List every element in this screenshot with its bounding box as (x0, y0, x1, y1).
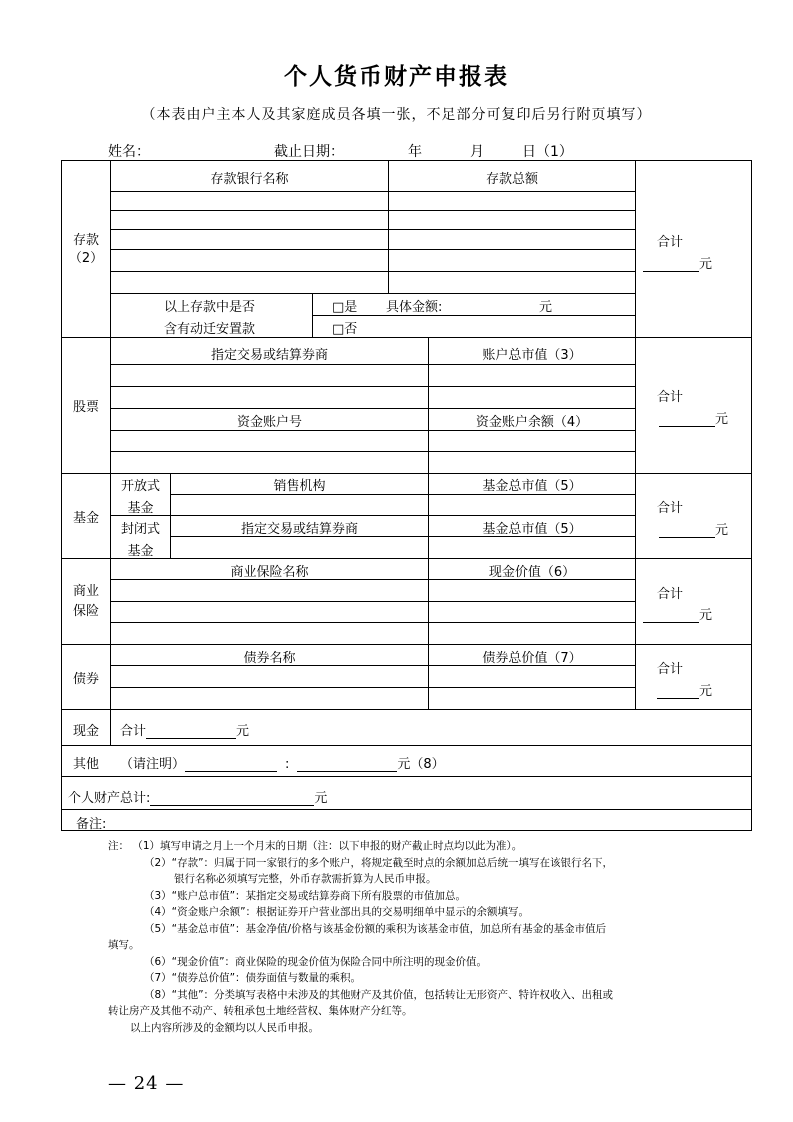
relocation-amount-label: 具体金额: (386, 300, 443, 315)
insurance-value-header: 现金价值（6） (488, 565, 576, 580)
deposit-label (62, 232, 110, 268)
remark-label: 备注: (76, 817, 107, 832)
fund-open-label-2: 基金 (127, 501, 154, 516)
day-label: 日（1） (522, 144, 573, 160)
fund-total-unit: 元 (715, 523, 729, 538)
deposit-amount-header: 存款总额 (485, 172, 538, 187)
year-label: 年 (408, 144, 422, 160)
footnote-1: 注： （1）填写申请之月上一个月末的日期（注：以下申报的财产截止时点均以此为准）。 (108, 840, 523, 852)
footnote-6: （6）“现金价值”：商业保险的现金价值为保险合同中所注明的现金价值。 (144, 955, 488, 968)
bond-label: 债券 (72, 672, 99, 687)
bond-total-field[interactable] (657, 680, 712, 699)
cash-total-label: 合计 (120, 724, 147, 739)
cash-label: 现金 (72, 724, 99, 739)
grand-total-label: 个人财产总计: (68, 791, 151, 806)
relocation-yes-checkbox[interactable]: □是 (332, 300, 358, 315)
stock-total-unit: 元 (715, 412, 729, 427)
insurance-total-field[interactable] (643, 604, 712, 623)
relocation-no-checkbox[interactable]: □否 (332, 322, 358, 337)
insurance-label-2: 保险 (72, 604, 99, 619)
page-subtitle: （本表由户主本人及其家庭成员各填一张，不足部分可复印后另行附页填写） (141, 107, 652, 123)
month-label: 月 (470, 144, 484, 160)
deposit-total-field[interactable] (643, 253, 712, 272)
stock-total-label: 合计 (657, 390, 684, 405)
footnote-3: （3）“账户总市值”：某指定交易或结算券商下所有股票的市值加总。 (144, 889, 467, 902)
grand-total-unit: 元 (314, 791, 328, 806)
relocation-question-1: 以上存款中是否 (164, 300, 256, 315)
relocation-question-2: 含有动迁安置款 (164, 322, 256, 337)
cash-total-unit: 元 (236, 724, 250, 739)
footnote-currency: 以上内容所涉及的金额均以人民币申报。 (130, 1021, 319, 1034)
fund-seller-header: 销售机构 (273, 479, 326, 494)
stock-label: 股票 (72, 400, 99, 415)
relocation-amount-unit: 元 (539, 300, 553, 315)
deposit-total-unit: 元 (699, 257, 713, 272)
other-field[interactable] (120, 753, 445, 772)
page-title: 个人货币财产申报表 (284, 64, 509, 90)
deposit-note: （2） (68, 251, 104, 266)
footnote-2: （2）“存款”：归属于同一家银行的多个账户，将规定截至时点的余额加总后统一填写在该银行名下， (144, 856, 614, 869)
bond-total-unit: 元 (699, 684, 713, 699)
footnote-5-cont: 填写。 (108, 939, 140, 951)
deposit-total-label: 合计 (657, 235, 684, 250)
name-label: 姓名： (108, 144, 150, 160)
fund-closed-value-header: 基金总市值（5） (482, 522, 582, 537)
insurance-name-header: 商业保险名称 (230, 565, 309, 580)
fund-broker-header: 指定交易或结算券商 (240, 522, 358, 537)
insurance-label-1: 商业 (72, 584, 99, 599)
fund-closed-label-1: 封闭式 (120, 522, 160, 537)
footnote-5: （5）“基金总市值”：基金净值/价格与该基金份额的乘积为该基金市值，加总所有基金的基金市值后 (144, 922, 607, 935)
grand-total-field[interactable] (68, 787, 327, 806)
stock-balance-header: 资金账户余额（4） (475, 415, 589, 430)
fund-total-label: 合计 (657, 501, 684, 516)
stock-total-field[interactable] (659, 408, 728, 427)
footnote-7: （7）“债券总价值”：债券面值与数量的乘积。 (144, 972, 362, 984)
other-colon: : (285, 757, 290, 772)
footnote-8-cont: 转让房产及其他不动产、转租承包土地经营权、集体财产分红等。 (108, 1005, 413, 1017)
bond-total-label: 合计 (657, 662, 684, 677)
other-unit-ref: 元（8） (397, 757, 445, 772)
footnotes (108, 838, 708, 1036)
stock-broker-header: 指定交易或结算券商 (210, 348, 328, 363)
footnote-8: （8）“其他”：分类填写表格中未涉及的其他财产及其价值，包括转让无形资产、特许权收入、出租或 (144, 988, 614, 1001)
fund-closed-label-2: 基金 (127, 544, 154, 559)
fund-open-value-header: 基金总市值（5） (482, 479, 582, 494)
deposit-label-text: 存款 (72, 233, 99, 248)
bond-name-header: 债券名称 (243, 651, 296, 666)
stock-account-header: 资金账户号 (236, 415, 302, 430)
insurance-total-unit: 元 (699, 608, 713, 623)
date-label: 截止日期： (274, 144, 344, 160)
bond-value-header: 债券总价值（7） (482, 651, 582, 666)
insurance-label (62, 582, 110, 622)
insurance-total-label: 合计 (657, 587, 684, 602)
footnote-2-cont: 银行名称必须填写完整，外币存款需折算为人民币申报。 (174, 873, 437, 885)
page-number: — 24 — (108, 1073, 185, 1094)
fund-label: 基金 (72, 511, 99, 526)
deposit-bank-header: 存款银行名称 (210, 172, 289, 187)
cash-total-field[interactable] (120, 720, 249, 739)
fund-total-field[interactable] (659, 519, 728, 538)
footnote-4: （4）“资金账户余额”：根据证券开户营业部出具的交易明细单中显示的余额填写。 (144, 906, 530, 918)
stock-value-header: 账户总市值（3） (482, 348, 582, 363)
other-note: （请注明） (120, 757, 186, 772)
other-label: 其他 (72, 757, 99, 772)
fund-open-label-1: 开放式 (120, 479, 160, 494)
